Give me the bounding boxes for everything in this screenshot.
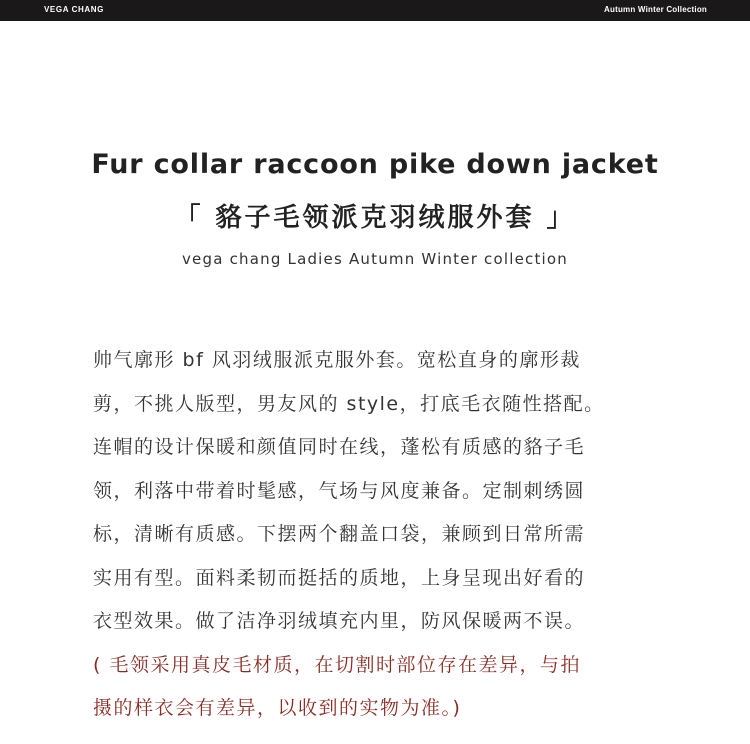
fur-collar-note-line: 摄的样衣会有差异，以收到的实物为准。) — [93, 697, 462, 719]
description-line: 帅气廓形 bf 风羽绒服派克服外套。宽松直身的廓形裁 — [93, 349, 581, 371]
top-header-bar — [0, 0, 750, 21]
description-line: 剪，不挑人版型，男友风的 style，打底毛衣随性搭配。 — [93, 392, 605, 415]
fur-collar-note-line: ( 毛领采用真皮毛材质，在切割时部位存在差异，与拍 — [93, 653, 581, 676]
product-title-english: Fur collar raccoon pike down jacket — [91, 149, 659, 180]
collection-label: Autumn Winter Collection — [604, 5, 707, 14]
description-line: 标，清晰有质感。下摆两个翻盖口袋，兼顾到日常所需 — [93, 523, 586, 545]
collection-subtitle: vega chang Ladies Autumn Winter collection — [181, 250, 568, 268]
product-description — [93, 339, 693, 731]
description-line: 衣型效果。做了洁净羽绒填充内里，防风保暖两不误。 — [93, 610, 586, 632]
product-title-chinese: 「 貉子毛领派克羽绒服外套 」 — [174, 203, 576, 233]
brand-name: VEGA CHANG — [44, 5, 104, 14]
description-line: 实用有型。面料柔韧而挺括的质地，上身呈现出好看的 — [93, 566, 586, 589]
description-line: 领，利落中带着时髦感，气场与风度兼备。定制刺绣圆 — [93, 479, 586, 502]
description-line: 连帽的设计保暖和颜值同时在线，蓬松有质感的貉子毛 — [93, 436, 586, 458]
